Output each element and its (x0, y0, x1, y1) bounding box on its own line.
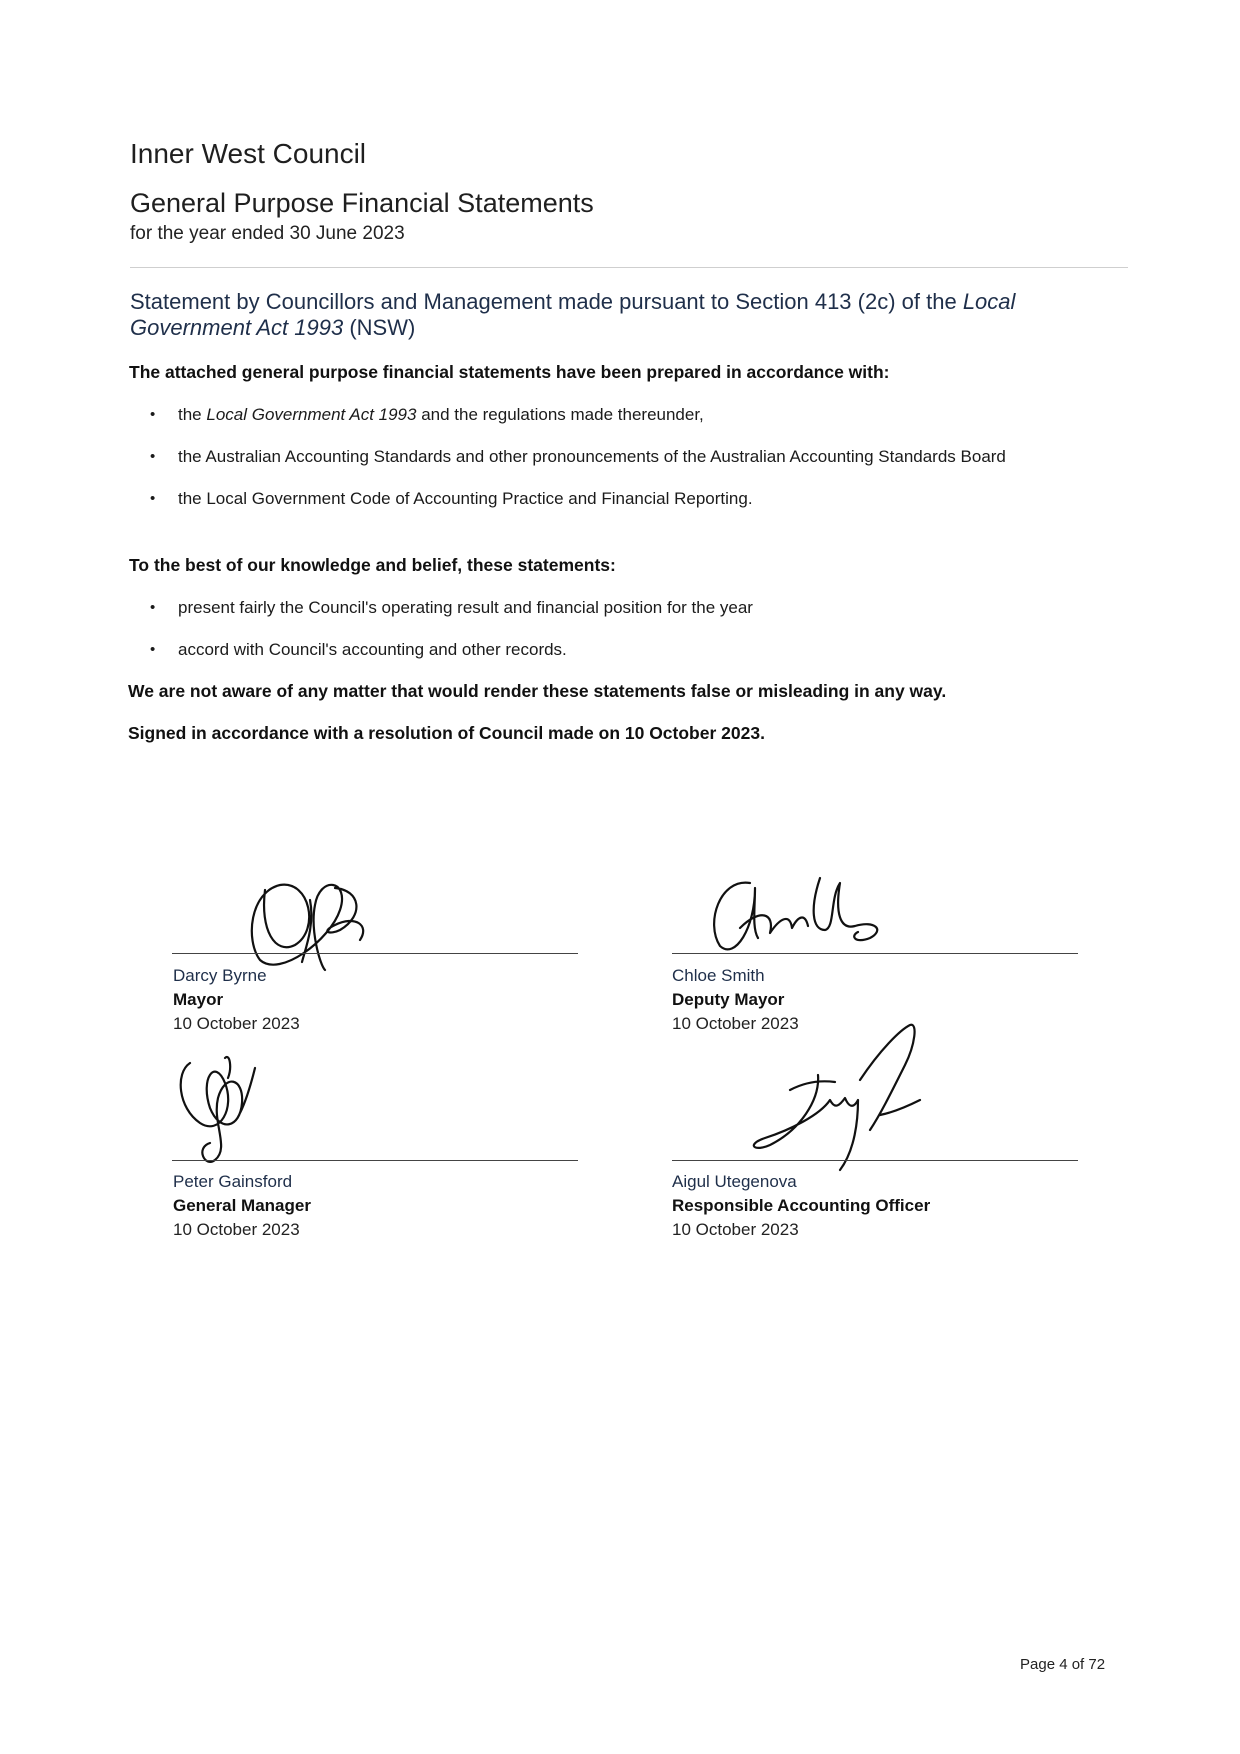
signatory-name: Darcy Byrne (173, 966, 267, 985)
statement-heading-act: Local Government Act 1993 (130, 289, 1016, 340)
statement-heading (130, 289, 1090, 341)
list-item: • the Local Government Code of Accounting Practice and Financial Reporting. (150, 488, 1006, 530)
signature-deputy-mayor-image (700, 868, 910, 958)
signature-line-mayor (172, 953, 578, 954)
list-item-act: Local Government Act 1993 (206, 405, 417, 424)
signatory-name: Chloe Smith (672, 966, 765, 985)
list-item: • present fairly the Council's operating result and financial position for the year (150, 597, 753, 639)
page-number: Page 4 of 72 (1020, 1656, 1106, 1673)
statement-heading-suffix: (NSW) (343, 315, 416, 340)
list-item (150, 404, 1006, 446)
list-item-suffix: and the regulations made thereunder, (416, 405, 704, 424)
signed-resolution-statement: Signed in accordance with a resolution of Council made on 10 October 2023. (128, 723, 765, 743)
signatory-role: Responsible Accounting Officer (672, 1196, 931, 1215)
signature-line-deputy-mayor (672, 953, 1078, 954)
signature-line-accounting-officer (672, 1160, 1078, 1161)
signatory-accounting-officer (672, 1170, 930, 1242)
header-divider (130, 267, 1128, 268)
signature-general-manager-image (170, 1048, 280, 1173)
signatory-date: 10 October 2023 (672, 1014, 799, 1033)
not-aware-statement: We are not aware of any matter that would render these statements false or misleading in any way. (128, 681, 947, 701)
signatory-name: Peter Gainsford (173, 1172, 293, 1191)
statement-heading-text: Statement by Councillors and Management made pursuant to Section 413 (2c) of the (130, 289, 963, 314)
signatory-role: General Manager (173, 1196, 311, 1215)
signatory-date: 10 October 2023 (173, 1014, 300, 1033)
signature-accounting-officer-image (740, 1020, 940, 1180)
compliance-intro: The attached general purpose financial statements have been prepared in accordance with: (129, 362, 890, 382)
list-item: • accord with Council's accounting and other records. (150, 639, 753, 681)
signatory-date: 10 October 2023 (173, 1220, 300, 1239)
compliance-list (150, 404, 1006, 530)
signatory-mayor (173, 964, 300, 1036)
signature-line-general-manager (172, 1160, 578, 1161)
signatory-general-manager (173, 1170, 311, 1242)
signatory-role: Deputy Mayor (672, 990, 785, 1009)
list-item: • the Australian Accounting Standards and other pronouncements of the Australian Accounting Standards Board (150, 446, 1006, 488)
signatory-name: Aigul Utegenova (672, 1172, 797, 1191)
signatory-role: Mayor (173, 990, 224, 1009)
document-title: General Purpose Financial Statements (130, 188, 594, 218)
knowledge-intro: To the best of our knowledge and belief, these statements: (129, 555, 616, 575)
knowledge-list (150, 597, 753, 681)
document-subtitle: for the year ended 30 June 2023 (130, 223, 405, 244)
organisation-name: Inner West Council (130, 138, 367, 169)
list-item-prefix: the (178, 405, 207, 424)
signatory-date: 10 October 2023 (672, 1220, 799, 1239)
